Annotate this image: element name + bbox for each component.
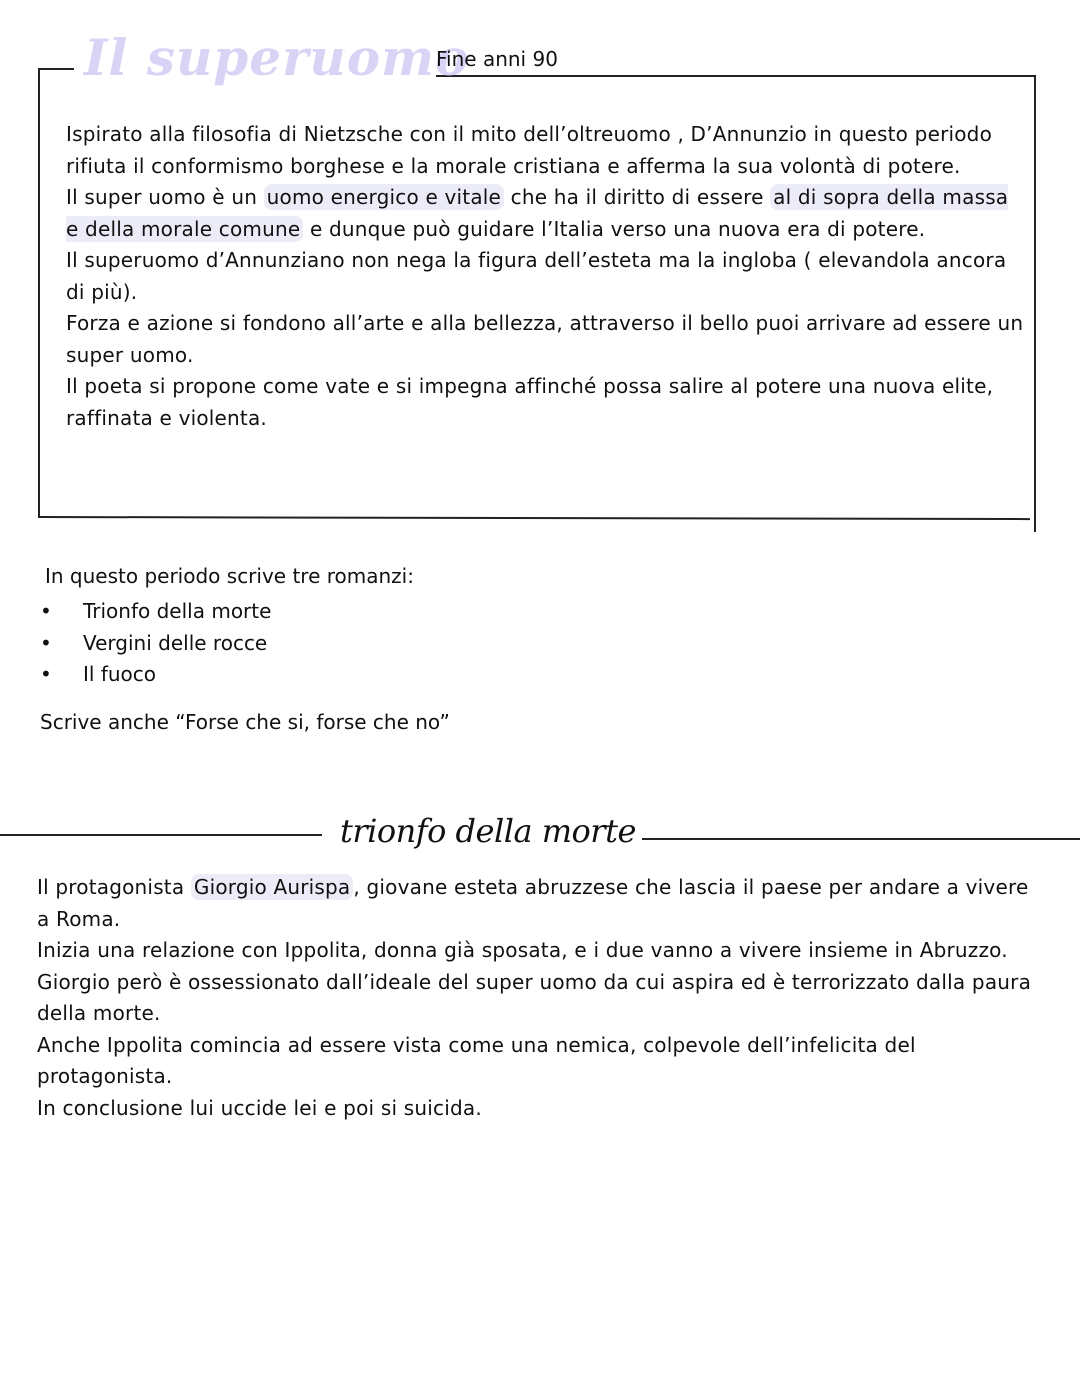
- text-span: Il protagonista: [37, 875, 191, 899]
- list-item: [40, 596, 271, 628]
- trionfo-text: [37, 872, 1047, 1124]
- divider-right: [642, 838, 1080, 840]
- box-border-left: [38, 68, 40, 518]
- box-border-right: [1034, 75, 1036, 532]
- paragraph: Forza e azione si fondono all’arte e alla bellezza, attraverso il bello puoi arrivare ad essere un super uomo.: [66, 311, 1024, 367]
- list-item-label: Il fuoco: [83, 662, 156, 686]
- paragraph: In conclusione lui uccide lei e poi si suicida.: [37, 1095, 482, 1120]
- bullet-icon: •: [40, 630, 52, 655]
- list-item-label: Trionfo della morte: [83, 599, 272, 623]
- date-label: Fine anni 90: [436, 47, 558, 71]
- highlight: Giorgio Aurispa: [191, 874, 354, 900]
- text-span: e dunque può guidare l’Italia verso una nuova era di potere.: [303, 216, 926, 241]
- bullet-icon: •: [40, 599, 52, 623]
- list-item: [40, 659, 271, 691]
- bullet-icon: •: [40, 662, 52, 686]
- divider-left: [0, 834, 322, 836]
- paragraph: Giorgio però è ossessionato dall’ideale del super uomo da cui aspira ed è terrorizzato dalla paura della morte.: [37, 969, 1032, 1025]
- highlight: uomo energico e vitale: [264, 184, 504, 210]
- box-border-top-left: [38, 68, 74, 70]
- text-span: Il super uomo è un: [66, 185, 264, 209]
- list-item-label: Vergini delle rocce: [83, 630, 268, 655]
- novels-intro: In questo periodo scrive tre romanzi:: [45, 564, 414, 588]
- text-span: che ha il diritto di essere: [504, 185, 771, 209]
- novel-list: [40, 596, 271, 691]
- subtitle: trionfo della morte: [340, 812, 636, 850]
- text-span: , giovane esteta abruzzese che lascia il paese per andare a vivere a Roma.: [37, 875, 1029, 931]
- paragraph: Il superuomo d’Annunziano non nega la figura dell’esteta ma la ingloba ( elevandola ancora di più).: [66, 248, 1007, 304]
- also-wrote: Scrive anche “Forse che si, forse che no”: [40, 710, 450, 734]
- paragraph: Inizia una relazione con Ippolita, donna già sposata, e i due vanno a vivere insieme in Abruzzo.: [37, 938, 1008, 962]
- paragraph: Ispirato alla filosofia di Nietzsche con il mito dell’oltreuomo , D’Annunzio in questo periodo rifiuta il conformismo borghese e la morale cristiana e afferma la sua volontà di potere.: [66, 122, 993, 178]
- paragraph: [66, 182, 1026, 245]
- box-border-bottom: [38, 516, 1030, 520]
- paragraph: Anche Ippolita comincia ad essere vista come una nemica, colpevole dell’infelicita del protagonista.: [37, 1032, 916, 1088]
- paragraph: Il poeta si propone come vate e si impegna affinché possa salire al potere una nuova elite, raffinata e violenta.: [66, 374, 994, 430]
- paragraph: [37, 872, 1047, 935]
- section-title: Il superuomo: [84, 28, 470, 87]
- box-border-top-right: [436, 75, 1034, 77]
- list-item: [40, 628, 271, 660]
- superuomo-text: [66, 119, 1026, 434]
- highlight: al di sopra della massa e della morale comune: [66, 185, 1009, 241]
